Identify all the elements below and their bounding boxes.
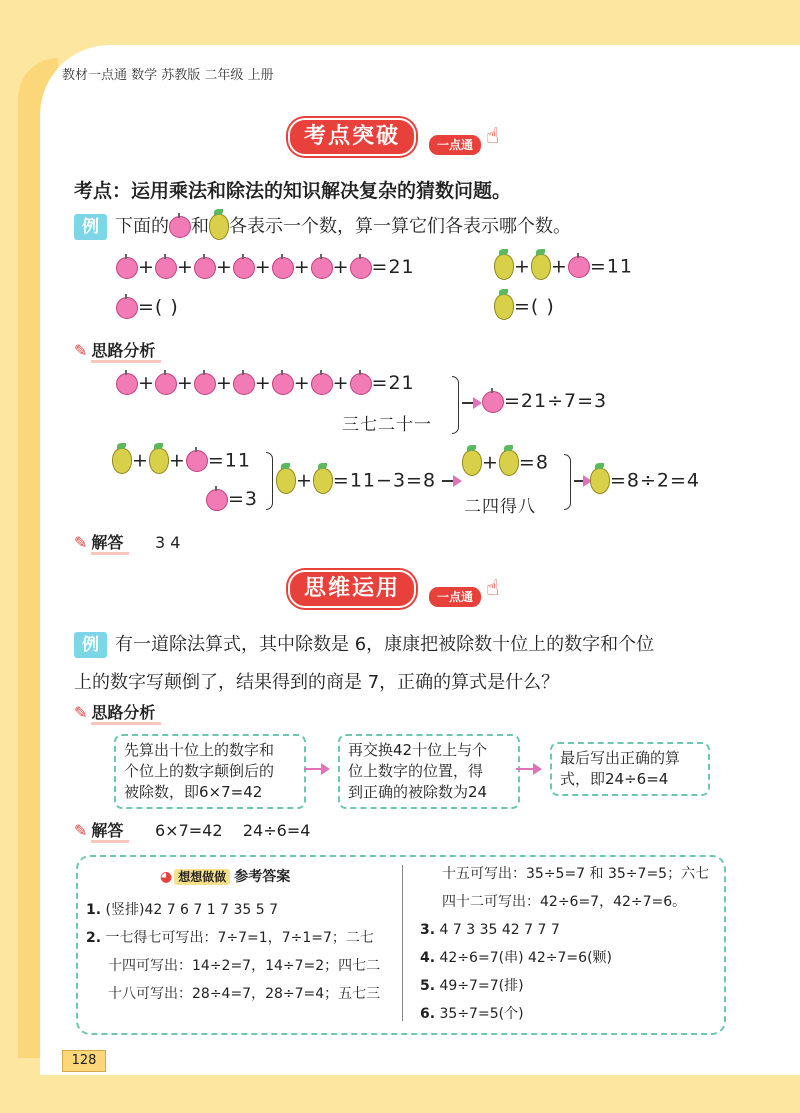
apple-icon <box>311 257 333 279</box>
example-tag: 例 <box>74 214 107 240</box>
example-tag: 例 <box>74 632 107 658</box>
pencil-icon: ✎ <box>74 703 88 722</box>
analysis-result2 <box>590 468 700 494</box>
ref-title <box>160 866 290 886</box>
pear-icon <box>494 294 514 320</box>
ref-text: 十四可写出：14÷2=7，14÷7=2；四七二 <box>108 958 381 974</box>
kaodian <box>74 176 511 203</box>
divider <box>402 865 403 1021</box>
ref-line <box>442 888 686 916</box>
banner-siwei <box>288 570 518 604</box>
arrow <box>516 768 540 770</box>
example-text: 各表示一个数，算一算它们各表示哪个数。 <box>229 216 571 237</box>
pear-equation: + + =11 <box>494 254 633 280</box>
apple-icon <box>233 373 255 395</box>
example2 <box>74 626 734 702</box>
ref-text: 四十二可写出：42÷6=7，42÷7=6。 <box>442 894 687 910</box>
arrow <box>462 402 480 404</box>
ref-text: 一七得七可写出：7÷7=1，7÷1=7；二七 <box>105 930 374 946</box>
banner-sub: 一点通 <box>428 586 482 608</box>
answer2 <box>74 818 310 841</box>
analysis-line2: + + =11 <box>112 448 251 474</box>
ref-line <box>420 972 524 1000</box>
answer-text: 3 4 <box>155 533 181 552</box>
example-text: 下面的 <box>115 216 169 237</box>
apple-icon <box>194 257 216 279</box>
pear-icon <box>112 448 132 474</box>
apple-icon <box>116 373 138 395</box>
header: 教材一点通 数学 苏教版 二年级 上册 <box>62 68 274 83</box>
flow-text: 先算出十位上的数字和 <box>124 741 275 759</box>
ref-text: (竖排)42 7 6 7 1 7 35 5 7 <box>105 902 279 918</box>
pear-icon <box>462 450 482 476</box>
brace <box>564 454 571 510</box>
kaodian-label: 考点： <box>74 180 132 202</box>
ref-num: 3. <box>420 922 436 938</box>
apple-icon <box>233 257 255 279</box>
equation-result: =8÷2=4 <box>610 469 701 492</box>
hand-icon: ☝ <box>486 124 500 149</box>
answer1 <box>74 530 180 553</box>
analysis-line1: + + + + + + =21 <box>116 372 415 395</box>
arrow <box>574 480 590 482</box>
ref-line <box>86 924 374 952</box>
apple-icon <box>155 257 177 279</box>
flow-text: 到正确的被除数为24 <box>348 783 488 801</box>
analysis-pp8: + =8 <box>462 450 549 476</box>
flow-text: 位上数字的位置，得 <box>348 762 484 780</box>
brace <box>266 452 273 510</box>
banner-title: 思维运用 <box>288 570 416 608</box>
blank: =( ) <box>514 295 555 318</box>
apple-icon <box>116 297 138 319</box>
ref-text: 49÷7=7(排) <box>439 978 524 994</box>
apple-blank <box>116 296 179 319</box>
apple-icon <box>155 373 177 395</box>
ref-text: 十五可写出：35÷5=7 和 35÷7=5；六七 <box>442 866 710 882</box>
ref-text: 十八可写出：28÷4=7，28÷7=4；五七三 <box>108 986 381 1002</box>
ref-line <box>86 896 278 924</box>
equation-result: =21÷7=3 <box>504 390 608 412</box>
flow-step-3 <box>550 742 710 796</box>
apple-equation: + + + + + + =21 <box>116 256 415 279</box>
ref-text: 42÷6=7(串) 42÷7=6(颗) <box>439 950 612 966</box>
ref-heading: 参考答案 <box>234 869 291 885</box>
apple-icon <box>311 373 333 395</box>
example-text: 和 <box>191 216 209 237</box>
pear-blank <box>494 294 555 320</box>
equation-result: =3 <box>228 488 259 510</box>
equation-result: =11 <box>207 449 251 472</box>
analysis-line3 <box>206 488 258 511</box>
pear-icon <box>531 254 551 280</box>
apple-icon <box>116 257 138 279</box>
mult-rhyme: 三七二十一 <box>342 415 432 435</box>
kaodian-text: 运用乘法和除法的知识解决复杂的猜数问题。 <box>131 180 512 202</box>
analysis1-heading <box>74 338 161 361</box>
flow-text: 个位上的数字颠倒后的 <box>124 762 275 780</box>
analysis-mid: + =11−3=8 <box>276 468 436 494</box>
ref-text: 35÷7=5(个) <box>439 1006 524 1022</box>
equation-result: =8 <box>518 451 549 474</box>
pear-icon <box>276 468 296 494</box>
example-text: 有一道除法算式，其中除数是 6，康康把被除数十位上的数字和个位 <box>115 634 655 655</box>
ref-num: 6. <box>420 1006 436 1022</box>
section-title: 解答 <box>91 533 129 555</box>
pear-icon <box>313 468 333 494</box>
pear-icon <box>590 468 610 494</box>
example1 <box>74 214 571 240</box>
ref-line <box>442 860 709 888</box>
brand-icon: ◕ <box>160 869 173 885</box>
pencil-icon: ✎ <box>74 821 88 840</box>
apple-icon <box>568 256 590 278</box>
ref-line <box>108 952 380 980</box>
section-title: 思路分析 <box>91 341 161 363</box>
equation-result: =11−3=8 <box>332 469 437 492</box>
banner-sub: 一点通 <box>428 134 482 156</box>
flow-step-2 <box>338 734 520 809</box>
ref-num: 4. <box>420 950 436 966</box>
ref-line <box>420 944 612 972</box>
section-title: 解答 <box>91 821 129 843</box>
answer-text: 6×7=42 24÷6=4 <box>155 821 311 840</box>
brace <box>452 376 459 434</box>
pencil-icon: ✎ <box>74 341 88 360</box>
ref-line <box>420 916 560 944</box>
page-number: 128 <box>62 1050 106 1072</box>
apple-icon <box>350 373 372 395</box>
apple-icon <box>186 450 208 472</box>
ref-num: 5. <box>420 978 436 994</box>
equation-result: =21 <box>371 256 415 278</box>
section-title: 思路分析 <box>91 703 161 725</box>
arrow <box>442 480 460 482</box>
ref-line <box>108 980 380 1008</box>
banner-title: 考点突破 <box>288 118 416 156</box>
flow-text: 式，即24÷6=4 <box>560 770 669 788</box>
apple-icon <box>206 489 228 511</box>
pear-icon <box>149 448 169 474</box>
flow-text: 再交换42十位上与个 <box>348 741 488 759</box>
example-text: 上的数字写颠倒了，结果得到的商是 7，正确的算式是什么？ <box>74 672 560 693</box>
apple-icon <box>272 373 294 395</box>
apple-icon <box>272 257 294 279</box>
mult-rhyme: 二四得八 <box>464 497 536 517</box>
hand-icon: ☝ <box>486 576 500 601</box>
pear-icon <box>494 254 514 280</box>
banner-kaodian <box>288 118 518 152</box>
apple-icon <box>194 373 216 395</box>
apple-icon <box>169 216 191 238</box>
blank: =( ) <box>138 296 179 318</box>
ref-num: 1. <box>86 902 102 918</box>
equation-result: =11 <box>589 255 633 278</box>
ref-line <box>420 1000 524 1028</box>
pear-icon <box>499 450 519 476</box>
pencil-icon: ✎ <box>74 533 88 552</box>
equation-result: =21 <box>371 372 415 394</box>
analysis-result1 <box>482 390 607 413</box>
flow-step-1 <box>114 734 306 809</box>
brand-label: 想想做做 <box>174 869 230 885</box>
flow-text: 被除数，即6×7=42 <box>124 783 263 801</box>
apple-icon <box>350 257 372 279</box>
apple-icon <box>482 391 504 413</box>
pear-icon <box>209 214 229 240</box>
ref-num: 2. <box>86 930 102 946</box>
flow-text: 最后写出正确的算 <box>560 749 681 767</box>
analysis2-heading <box>74 700 161 723</box>
ref-text: 4 7 3 35 42 7 7 7 <box>439 922 560 938</box>
arrow <box>304 768 328 770</box>
